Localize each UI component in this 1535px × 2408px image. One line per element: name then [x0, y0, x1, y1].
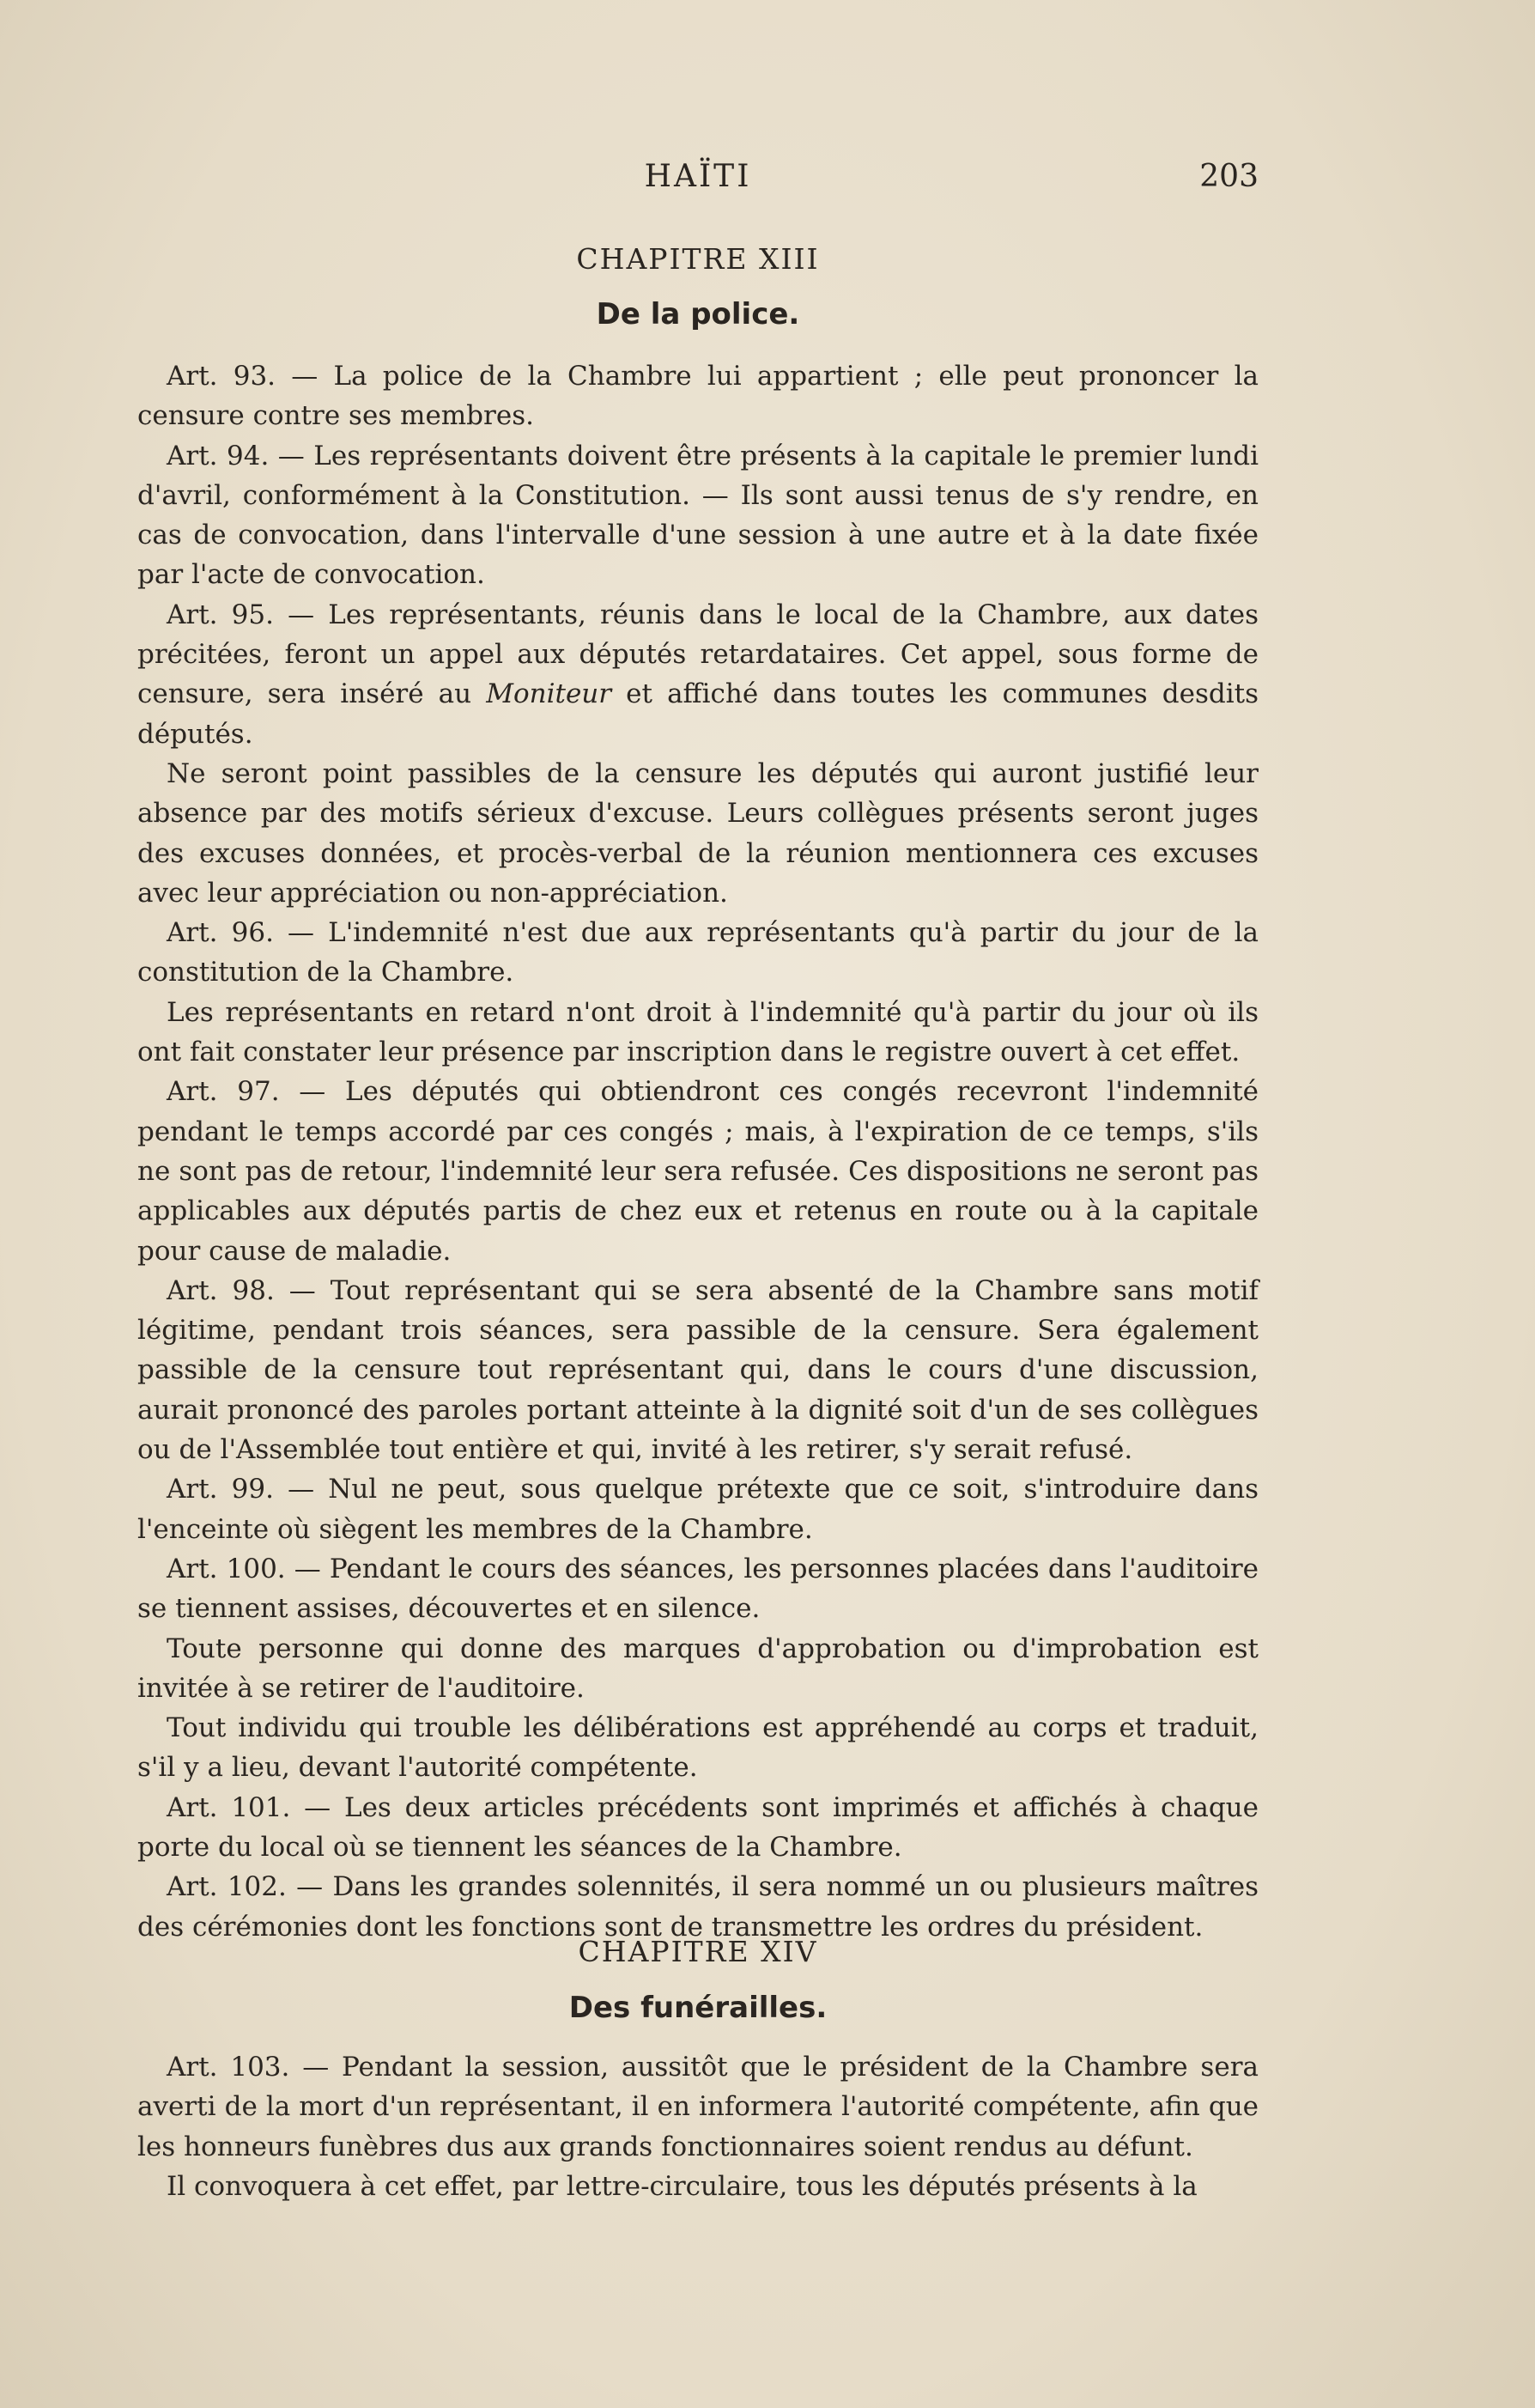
article-100-continued-2: Tout individu qui trouble les délibérations est appréhendé au corps et traduit, s'il y a lieu, devant l'autorité compétente. — [137, 1712, 1259, 1784]
article-94: Art. 94. — Les représentants doivent être présents à la capitale le premier lundi d'avril, conformément à la Constitution. — Ils sont aussi tenus de s'y rendre, en cas de convocation, dans l'intervalle d'une session à une autre et à la date fixée par l'acte de convocation. — [137, 440, 1259, 591]
article-100: Art. 100. — Pendant le cours des séances, les personnes placées dans l'auditoire se tiennent assises, découvertes et en silence. — [137, 1553, 1259, 1625]
article-96: Art. 96. — L'indemnité n'est due aux représentants qu'à partir du jour de la constitution de la Chambre. — [137, 917, 1259, 988]
article-102: Art. 102. — Dans les grandes solennités, il sera nommé un ou plusieurs maîtres des cérémonies dont les fonctions sont de transmettre les ordres du président. — [137, 1871, 1259, 1943]
article-96-continued: Les représentants en retard n'ont droit à l'indemnité qu'à partir du jour où ils ont fait constater leur présence par inscription dans le registre ouvert à cet effet. — [137, 996, 1259, 1068]
chapter-14-heading-block — [137, 1991, 1259, 2025]
article-95-text-before: Art. 95. — Les représentants, réunis dans le local de la Chambre, aux dates précitées, feront un appel aux députés retardataires. Cet appel, sous forme de censure, sera inséré au — [137, 599, 1259, 710]
article-100-continued-1: Toute personne qui donne des marques d'approbation ou d'improbation est invitée à se retirer de l'auditoire. — [137, 1633, 1259, 1704]
article-103-continued: Il convoquera à cet effet, par lettre-circulaire, tous les députés présents à la — [167, 2170, 1198, 2202]
chapter-heading: De la police. — [596, 297, 800, 331]
chapter-13-heading-block — [137, 297, 1259, 331]
chapter-heading: Des funérailles. — [568, 1991, 828, 2025]
article-101: Art. 101. — Les deux articles précédents sont imprimés et affichés à chaque porte du local où se tiennent les séances de la Chambre. — [137, 1791, 1259, 1863]
page-number: 203 — [1199, 159, 1259, 194]
chapter-13-body — [137, 356, 1259, 1947]
chapter-14-body — [137, 2047, 1259, 2206]
article-95-continued: Ne seront point passibles de la censure les députés qui auront justifié leur absence par des motifs sérieux d'excuse. Leurs collègues présents seront juges des excuses données, et procès-verbal de la réunion mentionnera ces excuses avec leur appréciation ou non-appréciation. — [137, 757, 1259, 909]
page-header — [137, 159, 1259, 202]
article-97: Art. 97. — Les députés qui obtiendront ces congés recevront l'indemnité pendant le temps accordé par ces congés ; mais, à l'expiration de ce temps, s'ils ne sont pas de retour, l'indemnité leur sera refusée. Ces dispositions ne seront pas applicables aux députés partis de chez eux et retenus en route ou à la capitale pour cause de maladie. — [137, 1076, 1259, 1267]
article-95-text-after: et affiché dans toutes les communes desdits députés. — [137, 678, 1259, 750]
article-103: Art. 103. — Pendant la session, aussitôt que le président de la Chambre sera averti de la mort d'un représentant, il en informera l'autorité compétente, afin que les honneurs funèbres dus aux grands fonctionnaires soient rendus au défunt. — [137, 2052, 1259, 2162]
article-93: Art. 93. — La police de la Chambre lui appartient ; elle peut prononcer la censure contre ses membres. — [137, 361, 1259, 432]
chapter-13-block — [137, 242, 1259, 276]
chapter-14-block — [137, 1935, 1259, 1968]
chapter-label: CHAPITRE XIV — [578, 1935, 818, 1968]
article-95 — [137, 595, 1259, 754]
running-head: HAÏTI — [644, 159, 752, 194]
article-99: Art. 99. — Nul ne peut, sous quelque prétexte que ce soit, s'introduire dans l'enceinte où siègent les membres de la Chambre. — [137, 1474, 1259, 1545]
article-95-italic: Moniteur — [486, 678, 612, 710]
article-98: Art. 98. — Tout représentant qui se sera absenté de la Chambre sans motif légitime, pendant trois séances, sera passible de la censure. Sera également passible de la censure tout représentant qui, dans le cours d'une discussion, aurait prononcé des paroles portant atteinte à la dignité soit d'un de ses collègues ou de l'Assemblée tout entière et qui, invité à les retirer, s'y serait refusé. — [137, 1274, 1259, 1466]
chapter-label: CHAPITRE XIII — [576, 242, 820, 276]
